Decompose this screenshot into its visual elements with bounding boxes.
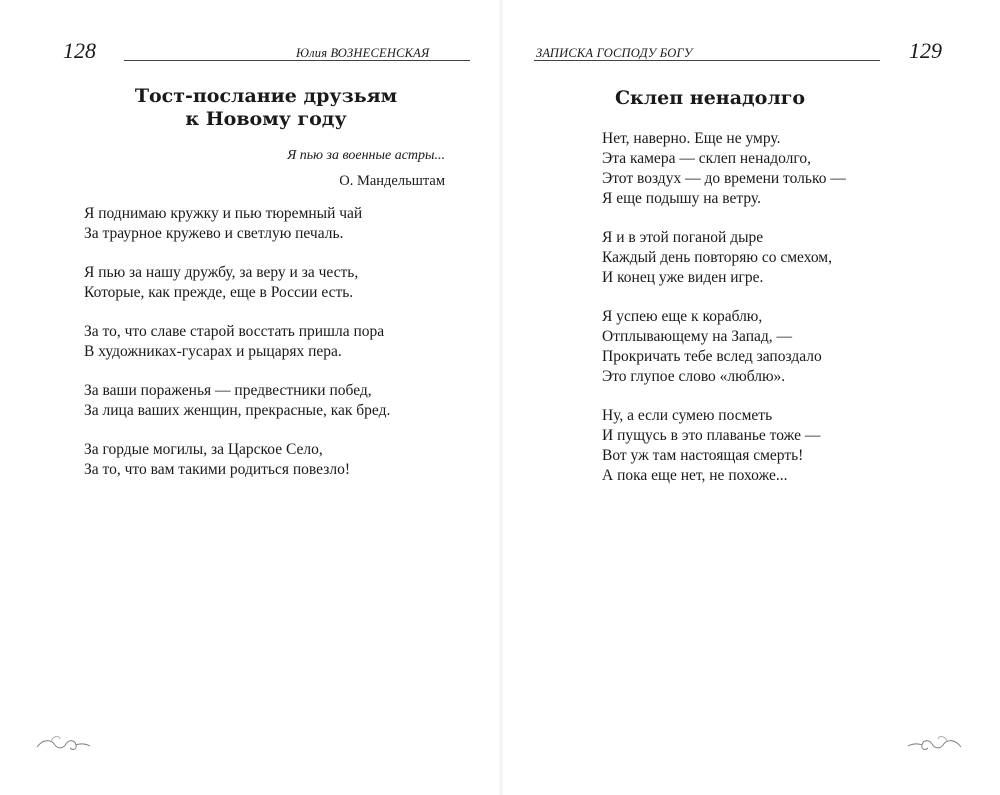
verse-line: Прокричать тебе вслед запоздало xyxy=(602,348,822,365)
verse-line: Я поднимаю кружку и пью тюремный чай xyxy=(84,205,363,222)
stanza xyxy=(602,129,902,209)
epigraph-quote: Я пью за военные астры... xyxy=(287,148,445,163)
poem-body-left xyxy=(84,204,464,499)
verse-line: Которые, как прежде, еще в России есть. xyxy=(84,284,354,301)
verse-line: Нет, наверно. Еще не умру. xyxy=(602,130,781,147)
verse-line: За траурное кружево и светлую печаль. xyxy=(84,225,344,242)
verse-line: За то, что вам такими родиться повезло! xyxy=(84,461,350,478)
verse-line: И пущусь в это плаванье тоже — xyxy=(602,427,821,444)
epigraph-author: О. Мандельштам xyxy=(339,173,445,189)
verse-line: А пока еще нет, не похоже... xyxy=(602,467,788,484)
page-number-right: 129 xyxy=(909,38,942,63)
verse-line: За гордые могилы, за Царское Село, xyxy=(84,441,323,458)
verse-line: Отплывающему на Запад, — xyxy=(602,328,793,345)
page-number-left: 128 xyxy=(63,38,96,63)
verse-line: Я пью за нашу дружбу, за веру и за честь, xyxy=(84,264,359,281)
verse-line: Я успею еще к кораблю, xyxy=(602,308,763,325)
stanza xyxy=(602,228,902,288)
verse-line: В художниках-гусарах и рыцарях пера. xyxy=(84,343,342,360)
verse-line: Я и в этой поганой дыре xyxy=(602,229,764,246)
verse-line: И конец уже виден игре. xyxy=(602,269,764,286)
verse-line: За лица ваших женщин, прекрасные, как бред. xyxy=(84,402,391,419)
stanza xyxy=(602,406,902,486)
poem-title-right: Склеп ненадолго xyxy=(614,87,806,109)
poem-title-line: к Новому году xyxy=(185,108,347,130)
verse-line: За ваши пораженья — предвестники побед, xyxy=(84,382,372,399)
poem-body-right xyxy=(602,129,902,505)
poem-title-left xyxy=(96,85,436,131)
verse-line: Я еще подышу на ветру. xyxy=(602,190,761,207)
running-title-left: Юлия ВОЗНЕСЕНСКАЯ xyxy=(296,46,430,60)
stanza xyxy=(84,263,464,303)
header-rule-right xyxy=(534,60,880,61)
flourish-ornament-icon xyxy=(33,733,93,755)
verse-line: Эта камера — склеп ненадолго, xyxy=(602,150,812,167)
stanza xyxy=(602,307,902,387)
verse-line: Каждый день повторяю со смехом, xyxy=(602,249,832,266)
stanza xyxy=(84,204,464,244)
stanza xyxy=(84,440,464,480)
verse-line: Этот воздух — до времени только — xyxy=(602,170,846,187)
verse-line: За то, что славе старой восстать пришла пора xyxy=(84,323,385,340)
verse-line: Вот уж там настоящая смерть! xyxy=(602,447,804,464)
flourish-ornament-icon xyxy=(905,733,965,755)
poem-title-line: Тост-послание друзьям xyxy=(134,85,398,107)
book-gutter xyxy=(498,0,504,795)
verse-line: Это глупое слово «люблю». xyxy=(602,368,786,385)
verse-line: Ну, а если сумею посметь xyxy=(602,407,773,424)
stanza xyxy=(84,322,464,362)
running-title-right: ЗАПИСКА ГОСПОДУ БОГУ xyxy=(536,46,693,60)
stanza xyxy=(84,381,464,421)
